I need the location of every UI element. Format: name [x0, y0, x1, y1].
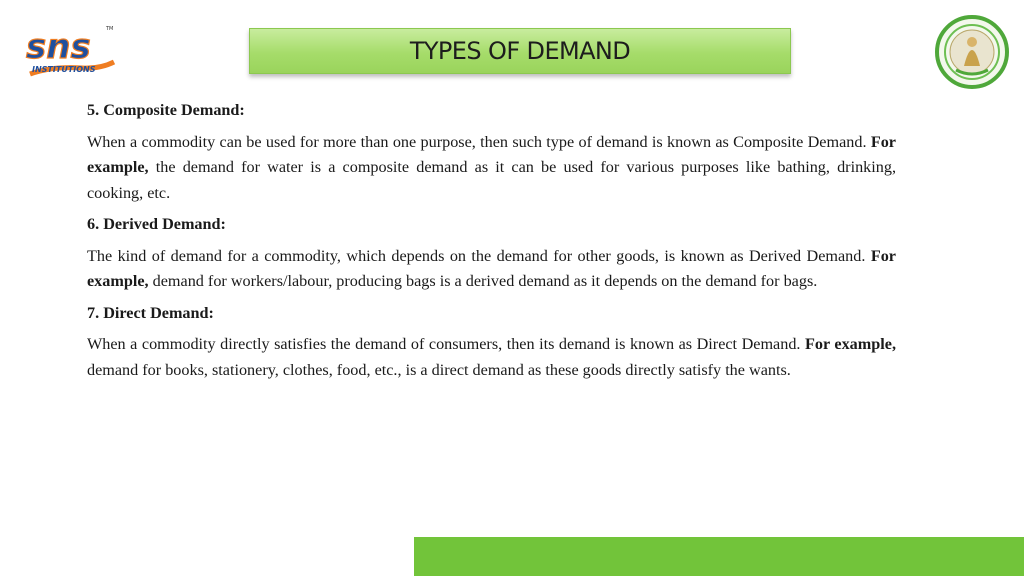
svg-text:INSTITUTIONS: INSTITUTIONS	[32, 65, 96, 74]
section-paragraph: When a commodity directly satisfies the demand of consumers, then its demand is known as Direct Demand. For example, demand for books, stationery, clothes, food, etc., is a direct demand as these goods directly satisfy the wants.	[87, 335, 896, 379]
example-label: For example,	[805, 335, 896, 353]
footer-bar	[414, 537, 1024, 576]
college-emblem-logo	[934, 14, 1010, 90]
sns-institutions-logo	[22, 22, 118, 78]
page-title: TYPES OF DEMAND	[409, 37, 631, 65]
section-heading: 6. Derived Demand:	[87, 215, 226, 233]
content-body	[87, 98, 896, 389]
example-label: For example,	[87, 246, 896, 290]
title-banner	[249, 28, 791, 74]
svg-text:sns: sns	[26, 27, 91, 67]
section-direct-demand	[87, 301, 896, 384]
section-paragraph: When a commodity can be used for more than one purpose, then such type of demand is known as Composite Demand. For example, the demand for water is a composite demand as it can be used for various purposes like bathing, drinking, cooking, etc.	[87, 132, 896, 202]
svg-text:TM: TM	[106, 26, 114, 32]
section-derived-demand	[87, 212, 896, 295]
section-heading: 7. Direct Demand:	[87, 303, 214, 322]
section-heading: 5. Composite Demand:	[87, 101, 245, 119]
example-label: For example,	[87, 132, 896, 176]
section-composite-demand	[87, 98, 896, 206]
section-paragraph: The kind of demand for a commodity, which depends on the demand for other goods, is known as Derived Demand. For example, demand for workers/labour, producing bags is a derived demand as it depends on the demand for bags.	[87, 246, 896, 290]
